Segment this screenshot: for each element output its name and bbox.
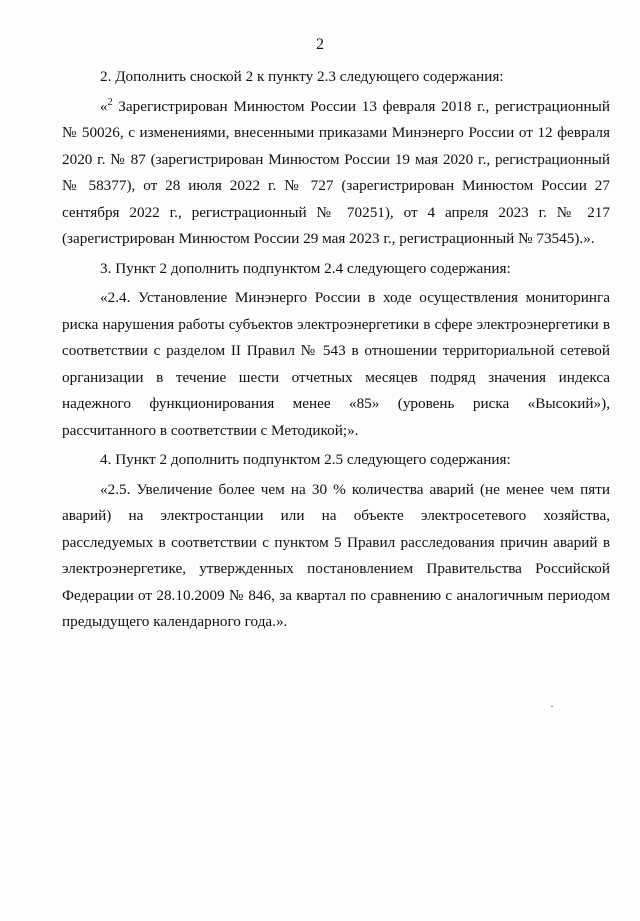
- paragraph-item-3: 3. Пункт 2 дополнить подпунктом 2.4 следующего содержания:: [100, 259, 511, 277]
- scan-speck: [551, 706, 553, 707]
- paragraph-item-2: 2. Дополнить сноской 2 к пункту 2.3 следующего содержания:: [100, 68, 504, 85]
- opening-quote: «: [100, 97, 108, 115]
- footnote-text: Зарегистрирован Минюстом России 13 февраля 2018 г., регистрационный № 50026, с изменениями, внесенными приказами Минэнерго России от 12 февраля 2020 г. № 87 (зарегистрирован Минюстом России 19 мая 2020 г., регистрационный № 58377), от 28 июля 2022 г. № 727 (зарегистрирован Минюстом России 27 сентября 2022 г., регистрационный № 70251), от 4 апреля 2023 г. № 217 (зарегистрирован Минюстом России 29 мая 2023 г., регистрационный № 73545).».: [62, 97, 611, 247]
- paragraph-subitem-2-4: «2.4. Установление Минэнерго России в ходе осуществления мониторинга риска нарушения работы субъектов электроэнергетики в сфере электроэнергетики в соответствии с разделом II Правил № 543 в отношении территориальной сетевой организации в течение шести отчетных месяцев подряд значения индекса надежного функционирования менее «85» (уровень риска «Высокий»), рассчитанного в соответствии с Методикой;».: [62, 289, 610, 439]
- paragraph-item-4: 4. Пункт 2 дополнить подпунктом 2.5 следующего содержания:: [100, 451, 511, 468]
- document-body: [62, 64, 610, 636]
- paragraph-footnote-2: [62, 94, 610, 253]
- page-number: 2: [316, 36, 324, 53]
- footnote-mark: 2: [107, 96, 113, 108]
- paragraph-subitem-2-5: «2.5. Увеличение более чем на 30 % количества аварий (не менее чем пяти аварий) на электростанции или на объекте электросетевого хозяйства, расследуемых в соответствии с пунктом 5 Правил расследования причин аварий в электроэнергетике, утвержденных постановлением Правительства Российской Федерации от 28.10.2009 № 846, за квартал по сравнению с аналогичным периодом предыдущего календарного года.».: [62, 480, 610, 630]
